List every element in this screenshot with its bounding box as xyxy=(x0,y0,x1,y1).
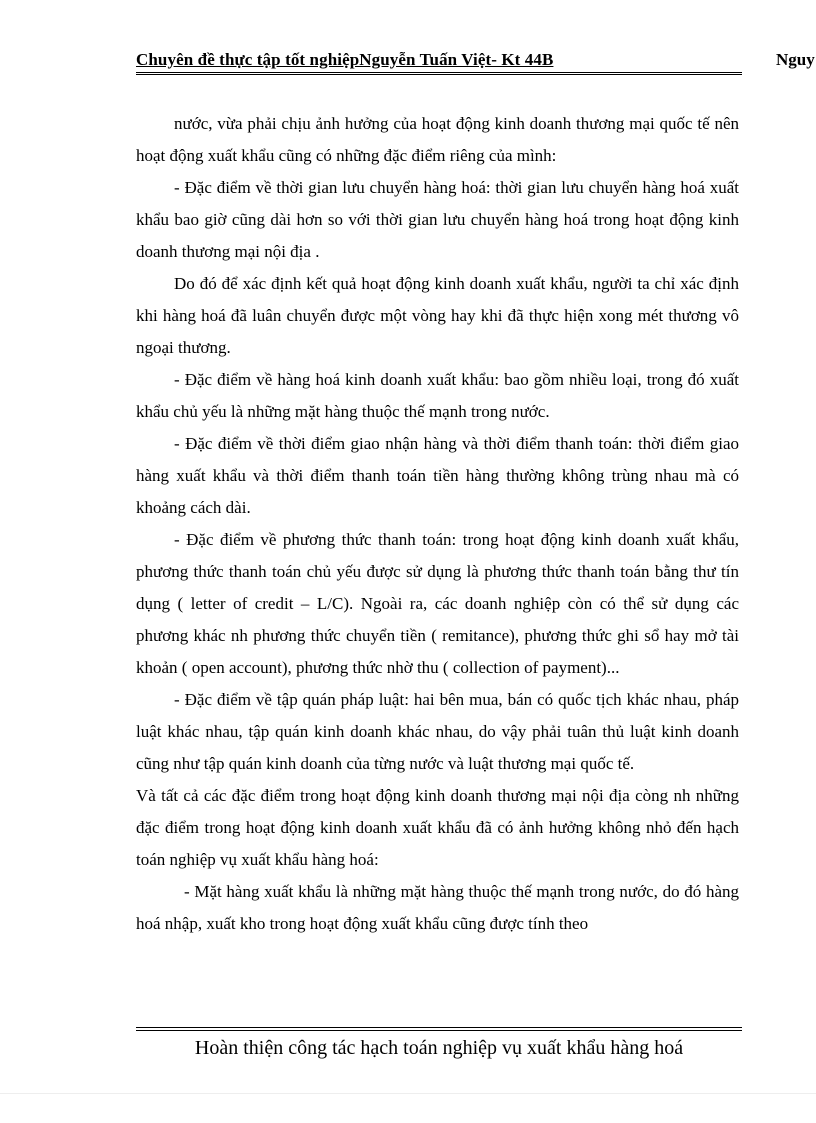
paragraph: - Đặc điểm về hàng hoá kinh doanh xuất khẩu: bao gồm nhiều loại, trong đó xuất khẩu chủ yếu là những mặt hàng thuộc thế mạnh trong nước. xyxy=(136,370,739,421)
paragraph: Do đó để xác định kết quả hoạt động kinh doanh xuất khẩu, người ta chỉ xác định khi hàng hoá đã luân chuyển được một vòng hay khi đã thực hiện xong mét thương vô ngoại thương. xyxy=(136,274,739,357)
paragraph: Và tất cả các đặc điểm trong hoạt động kinh doanh thương mại nội địa còng nh những đặc điểm trong hoạt động kinh doanh xuất khẩu đã có ảnh hưởng không nhỏ đến hạch toán nghiệp vụ xuất khẩu hàng hoá: xyxy=(136,786,739,869)
page-header xyxy=(136,50,742,75)
page-edge xyxy=(0,1093,816,1094)
header-right-text: Nguy xyxy=(776,50,815,69)
paragraph: - Mặt hàng xuất khẩu là những mặt hàng thuộc thế mạnh trong nước, do đó hàng hoá nhập, xuất kho trong hoạt động xuất khẩu cũng được tính theo xyxy=(136,882,739,933)
document-body xyxy=(136,108,739,940)
paragraph: - Đặc điểm về phương thức thanh toán: trong hoạt động kinh doanh xuất khẩu, phương thức thanh toán chủ yếu được sử dụng là phương thức thanh toán bằng thư tín dụng ( letter of credit – L/C). Ngoài ra, các doanh nghiệp còn có thể sử dụng các phương khác nh phương thức chuyển tiền ( remitance), phương thức ghi sổ hay mở tài khoản ( open account), phương thức nhờ thu ( collection of payment)... xyxy=(136,530,739,677)
paragraph: - Đặc điểm về thời điểm giao nhận hàng và thời điểm thanh toán: thời điểm giao hàng xuất khẩu và thời điểm thanh toán tiền hàng thường không trùng nhau mà có khoảng cách dài. xyxy=(136,434,739,517)
footer-rule xyxy=(136,1027,742,1031)
paragraph: - Đặc điểm về tập quán pháp luật: hai bên mua, bán có quốc tịch khác nhau, pháp luật khác nhau, tập quán kinh doanh khác nhau, do vậy phải tuân thủ luật kinh doanh cũng như tập quán kinh doanh của từng nước và luật thương mại quốc tế. xyxy=(136,690,739,773)
paragraph: nước, vừa phải chịu ảnh hưởng của hoạt động kinh doanh thương mại quốc tế nên hoạt động xuất khẩu cũng có những đặc điểm riêng của mình: xyxy=(136,114,739,165)
paragraph: - Đặc điểm về thời gian lưu chuyển hàng hoá: thời gian lưu chuyển hàng hoá xuất khẩu bao giờ cũng dài hơn so với thời gian lưu chuyển hàng hoá trong hoạt động kinh doanh thương mại nội địa . xyxy=(136,178,739,261)
page-footer: Hoàn thiện công tác hạch toán nghiệp vụ xuất khẩu hàng hoá xyxy=(194,1037,684,1059)
header-title: Chuyên đề thực tập tốt nghiệpNguyễn Tuấn Việt- Kt 44B xyxy=(136,50,554,69)
